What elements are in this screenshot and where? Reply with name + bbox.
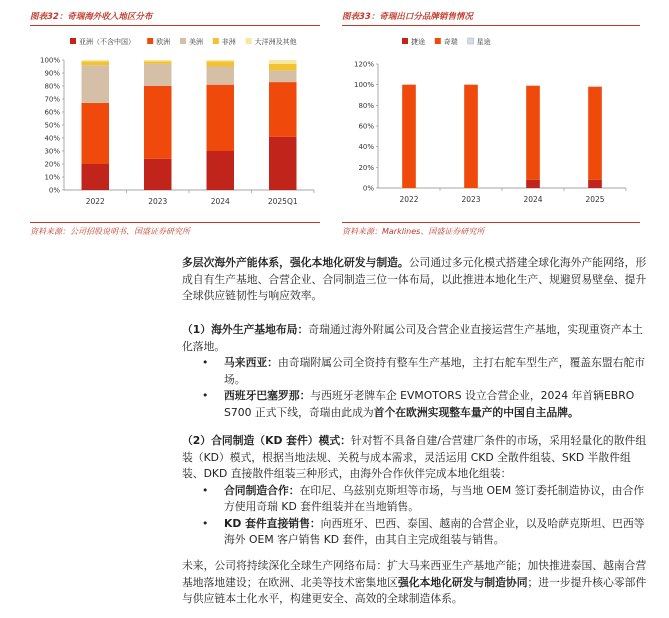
s1-bullet-2 <box>202 388 652 421</box>
x-tick-label: 2022 <box>85 197 105 206</box>
left-source-rule <box>30 222 320 223</box>
bar-segment <box>144 159 172 190</box>
y-tick-label: 20% <box>44 160 60 169</box>
x-tick-label: 2023 <box>461 195 481 204</box>
x-tick-label: 2024 <box>210 197 230 206</box>
bar-segment <box>269 70 297 82</box>
bar-segment <box>144 64 172 86</box>
right-chart-title: 图表33：奇瑞出口分品牌销售情况 <box>342 12 473 22</box>
x-tick-label: 2025 <box>585 195 605 204</box>
bar-segment <box>207 85 235 151</box>
bar-segment <box>82 60 110 61</box>
bar-segment <box>207 151 235 190</box>
legend-swatch <box>468 38 474 44</box>
s2-rest: 针对暂不具备自建/合营建厂条件的市场，采用轻量化的散件组装（KD）模式，根据当地法规、关税与成本需求，灵活运用 CKD 全散件组装、SKD 半散件组装、DKD 直接散件组装三种形式，由海外合作伙伴完成本地化组装： <box>182 434 647 480</box>
bar-segment <box>207 67 235 85</box>
bar-segment <box>144 60 172 61</box>
s2-bullet-2 <box>202 516 652 549</box>
y-tick-label: 80% <box>44 82 60 91</box>
bar-segment <box>207 60 235 61</box>
s2-bullet-1 <box>202 483 652 516</box>
y-tick-label: 30% <box>44 147 60 156</box>
x-tick-label: 2022 <box>399 195 419 204</box>
y-tick-label: 60% <box>358 122 374 131</box>
y-tick-label: 0% <box>48 186 60 195</box>
s1-b2-bold2: 首个在欧洲实现整车量产的中国自主品牌。 <box>373 405 579 419</box>
outro-a: 未来，公司将持续深化全球生产网络布局：扩大马来西亚生产基地产能；加快推进泰国、越南合营基地落地建设；在欧洲、北美等技术密集地区 <box>182 559 647 589</box>
y-tick-label: 40% <box>358 143 374 152</box>
y-tick-label: 80% <box>358 101 374 110</box>
bar-segment <box>144 61 172 64</box>
section-1 <box>182 322 652 421</box>
bar-segment <box>82 65 110 103</box>
bar-segment <box>588 180 602 188</box>
bar-segment <box>526 86 540 180</box>
bar-segment <box>269 82 297 137</box>
y-tick-label: 20% <box>358 163 374 172</box>
s1-b1-rest: 由奇瑞附属公司全资持有整车生产基地，主打右舵车型生产，覆盖东盟右舵市场。 <box>224 356 646 386</box>
y-tick-label: 40% <box>44 134 60 143</box>
bullet-dot-icon: • <box>202 356 209 369</box>
y-tick-label: 0% <box>362 184 374 193</box>
legend-label: 亚洲（不含中国） <box>79 38 135 46</box>
bar-segment <box>269 64 297 71</box>
s2-heading: （2）合同制造（KD 套件）模式： <box>182 434 351 447</box>
y-tick-label: 10% <box>44 173 60 182</box>
legend-swatch <box>70 38 76 44</box>
bar-segment <box>82 103 110 164</box>
outro-b: ；进一步提升核心零部件与供应链本土化水平，构建更安全、高效的全球制造体系。 <box>182 575 647 605</box>
bar-segment <box>526 180 540 188</box>
s1-rest: 奇瑞通过海外附属公司及合营企业直接运营生产基地，实现重资产本土化落地。 <box>182 323 643 353</box>
bar-segment <box>269 60 297 64</box>
outro-bold: 强化本地化研发与制造协同 <box>397 575 528 589</box>
s2-b2-bold: KD 套件直接销售： <box>224 516 321 530</box>
right-source: 资料来源：Marklines、国盛证券研究所 <box>342 227 485 236</box>
bar-segment <box>464 85 478 188</box>
bar-segment <box>588 87 602 180</box>
right-brand-chart <box>342 28 640 218</box>
s1-heading: （1）海外生产基地布局： <box>182 323 309 336</box>
legend-swatch <box>147 38 153 44</box>
bar-segment <box>269 137 297 190</box>
intro-paragraph <box>182 255 652 305</box>
legend-swatch <box>246 38 252 44</box>
s1-b2-rest: 与西班牙老牌车企 EVMOTORS 设立合营企业，2024 年首辆EBRO S700 正式下线，奇瑞由此成为 <box>224 389 635 419</box>
y-tick-label: 60% <box>44 108 60 117</box>
legend-label: 非洲 <box>221 38 236 46</box>
left-source: 资料来源：公司招股说明书、国盛证券研究所 <box>30 227 190 236</box>
s1-b2-bold: 西班牙巴塞罗那： <box>224 389 311 402</box>
legend-label: 捷途 <box>411 38 425 46</box>
s2-b2-rest: 向西班牙、巴西、泰国、越南的合营企业，以及哈萨克斯坦、巴西等海外 OEM 客户销售 KD 套件，由其自主完成组装与销售。 <box>224 516 645 546</box>
legend-swatch <box>402 38 408 44</box>
legend-swatch <box>180 38 186 44</box>
legend-label: 奇瑞 <box>443 38 458 46</box>
x-tick-label: 2025Q1 <box>267 197 298 206</box>
right-title-rule <box>342 25 640 26</box>
bullet-dot-icon: • <box>202 389 209 402</box>
section-2 <box>182 433 652 549</box>
s1-b1-bold: 马来西亚： <box>224 356 278 369</box>
y-tick-label: 70% <box>44 95 60 104</box>
left-title-rule <box>30 25 320 26</box>
legend-label: 美洲 <box>189 38 203 46</box>
left-chart-title: 图表32：奇瑞海外收入地区分布 <box>30 12 153 22</box>
legend-swatch <box>435 38 441 44</box>
x-tick-label: 2023 <box>148 197 168 206</box>
y-tick-label: 120% <box>353 60 374 69</box>
intro-rest: 公司通过多元化模式搭建全球化海外产能网络，形成自有生产基地、合营企业、合同制造三位一体布局，以此推进本地化生产、规避贸易壁垒、提升全球供应链韧性与响应效率。 <box>182 256 647 302</box>
bar-segment <box>402 85 416 188</box>
bar-segment <box>588 86 602 87</box>
s1-bullet-1 <box>202 355 652 388</box>
y-tick-label: 100% <box>39 56 60 65</box>
x-tick-label: 2024 <box>523 195 543 204</box>
s2-b1-bold: 合同制造合作： <box>224 483 300 497</box>
legend-label: 欧洲 <box>156 38 171 46</box>
right-source-rule <box>342 222 640 223</box>
legend-swatch <box>213 38 219 44</box>
intro-bold: 多层次海外产能体系，强化本地化研发与制造。 <box>182 256 409 269</box>
bullet-dot-icon: • <box>202 483 209 497</box>
y-tick-label: 100% <box>353 81 374 90</box>
bar-segment <box>144 86 172 159</box>
left-region-chart <box>30 28 322 218</box>
bar-segment <box>207 61 235 66</box>
outro-paragraph <box>182 558 652 608</box>
bar-segment <box>82 61 110 65</box>
legend-label: 星途 <box>476 38 491 46</box>
y-tick-label: 50% <box>44 121 60 130</box>
bullet-dot-icon: • <box>202 516 209 530</box>
bar-segment <box>82 164 110 190</box>
s2-b1-rest: 在印尼、乌兹别克斯坦等市场，与当地 OEM 签订委托制造协议，由合作方使用奇瑞 KD 套件组装并在当地销售。 <box>224 483 645 513</box>
y-tick-label: 90% <box>44 69 60 78</box>
legend-label: 大洋洲及其他 <box>254 38 297 46</box>
